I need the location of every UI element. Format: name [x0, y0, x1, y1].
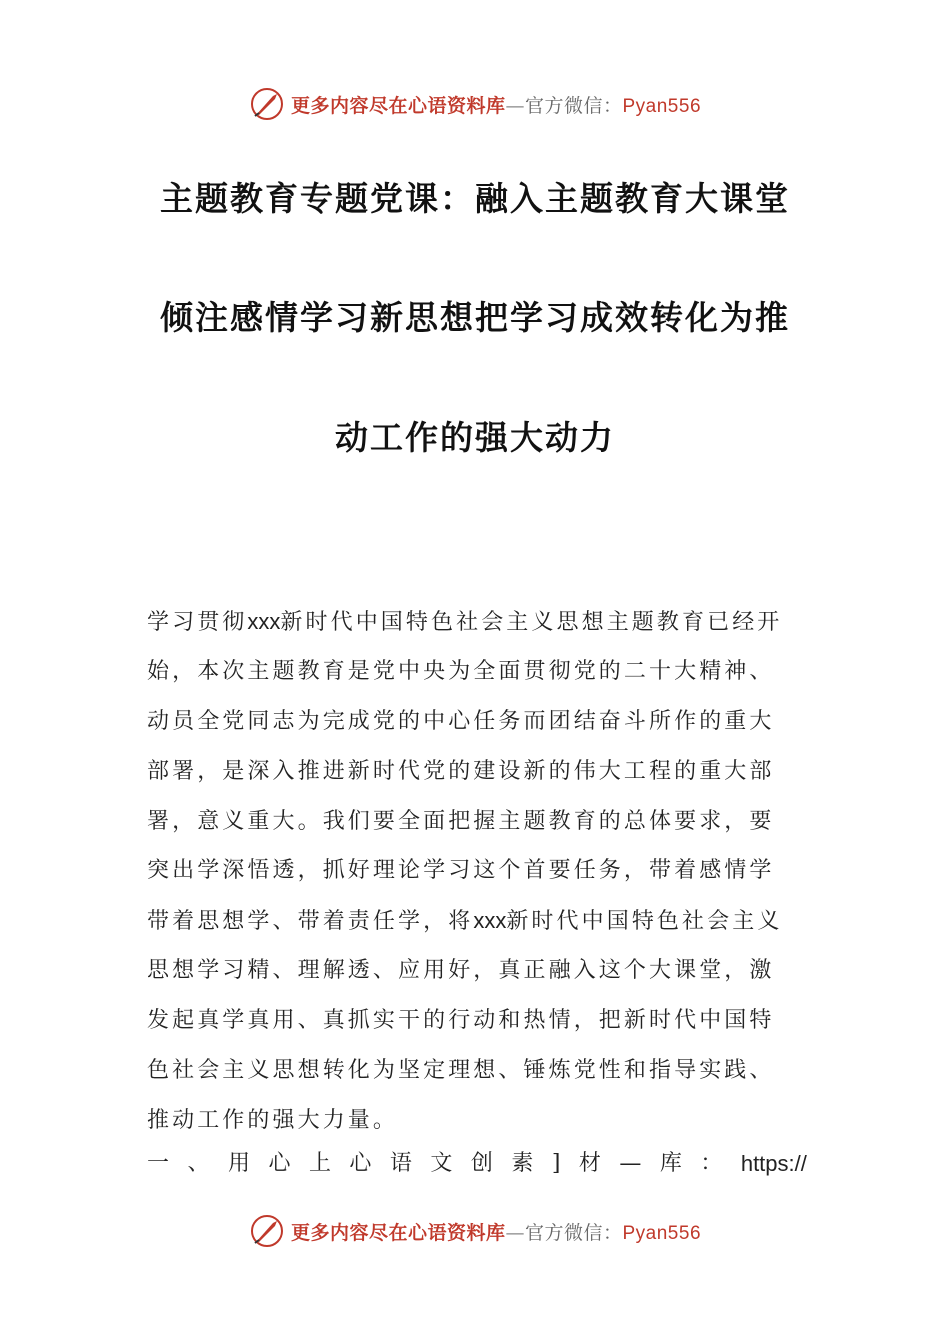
body-line [147, 946, 807, 996]
section-heading-char: 心 [268, 1151, 291, 1176]
section-heading-char: ] [551, 1151, 561, 1176]
section-heading-char: 一 [147, 1151, 170, 1176]
body-line [147, 996, 807, 1046]
section-heading-char: 心 [349, 1151, 372, 1176]
body-text-segment: 新时代中国特色社会主义思想主题教育已经开 [280, 610, 783, 635]
section-heading [147, 1144, 807, 1184]
body-text-segment: 色社会主义思想转化为坚定理想、锤炼党性和指导实践、 [147, 1058, 775, 1084]
body-line [147, 697, 807, 747]
watermark-dash: — [505, 1221, 525, 1244]
footer-watermark [0, 1211, 950, 1251]
watermark-label: 官方微信： [524, 94, 623, 117]
section-heading-char: 创 [470, 1151, 493, 1176]
body-text-segment: 学习贯彻 [147, 610, 248, 635]
body-text-segment: 部署，是深入推进新时代党的建设新的伟大工程的重大部 [147, 758, 775, 784]
watermark-brand: 更多内容尽在心语资料库 [290, 1221, 506, 1244]
watermark-label: 官方微信： [524, 1221, 623, 1244]
body-line [147, 1096, 807, 1146]
body-text-segment: 新时代中国特色社会主义 [506, 909, 783, 935]
body-line [147, 747, 807, 797]
section-heading-char: 语 [389, 1151, 412, 1176]
watermark-text [291, 91, 701, 118]
quill-pen-logo-icon [249, 86, 285, 122]
section-heading-char: 用 [227, 1151, 250, 1176]
watermark-brand: 更多内容尽在心语资料库 [290, 94, 506, 117]
section-heading-char: 素 [511, 1151, 534, 1176]
body-text-segment: 署，意义重大。我们要全面把握主题教育的总体要求，要 [147, 808, 775, 834]
body-text-segment: xxx [247, 609, 281, 634]
body-line [147, 896, 807, 946]
quill-pen-logo-icon [249, 1213, 285, 1249]
body-line [147, 597, 807, 647]
section-heading-char: ： [700, 1151, 723, 1176]
body-text-segment: 发起真学真用、真抓实干的行动和热情，把新时代中国特 [147, 1008, 775, 1034]
watermark-wechat-id: Pyan556 [622, 95, 702, 117]
watermark-dash: — [505, 94, 525, 117]
section-heading-char: 库 [659, 1151, 682, 1176]
body-line [147, 1046, 807, 1096]
body-text-segment: 突出学深悟透，抓好理论学习这个首要任务，带着感情学 [147, 858, 775, 884]
body-line [147, 846, 807, 896]
section-heading-char: 上 [308, 1151, 331, 1176]
section-heading-char: 材 [578, 1151, 601, 1176]
body-line [147, 797, 807, 847]
header-watermark [0, 84, 950, 124]
body-text-segment: 动员全党同志为完成党的中心任务而团结奋斗所作的重大 [147, 708, 775, 734]
body-line [147, 647, 807, 697]
body-paragraph [147, 597, 807, 1146]
body-text-segment: 带着思想学、带着责任学，将 [147, 909, 474, 935]
watermark-text [291, 1218, 701, 1245]
body-text-segment: 始，本次主题教育是党中央为全面贯彻党的二十大精神、 [147, 658, 775, 684]
body-text-segment: 推动工作的强大力量。 [147, 1107, 399, 1133]
document-title-line-1: 主题教育专题党课：融入主题教育大课堂 [160, 179, 790, 218]
section-heading-char: 、 [187, 1151, 210, 1176]
body-text-segment: 思想学习精、理解透、应用好，真正融入这个大课堂，激 [147, 958, 775, 984]
document-title-line-3: 动工作的强大动力 [335, 418, 615, 457]
document-title-line-2: 倾注感情学习新思想把学习成效转化为推 [160, 298, 790, 337]
watermark-wechat-id: Pyan556 [622, 1222, 702, 1244]
body-text-segment: xxx [473, 908, 507, 934]
section-url: https:// [740, 1151, 807, 1176]
section-heading-char: — [619, 1151, 642, 1176]
section-heading-char: 文 [430, 1151, 453, 1176]
